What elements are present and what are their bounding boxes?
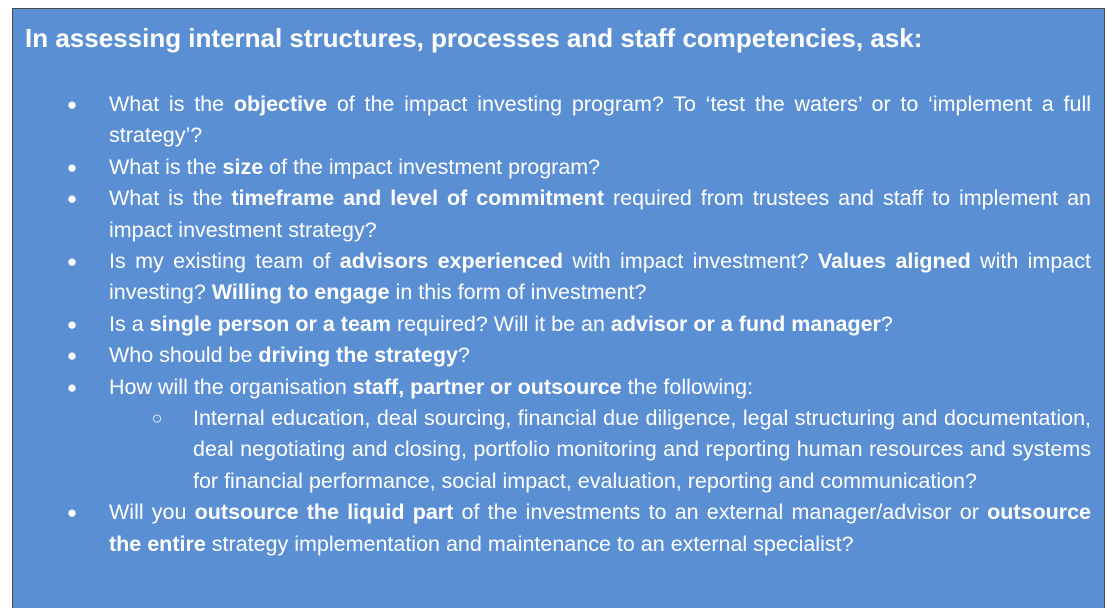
question-item — [13, 246, 1106, 309]
question-text: in this form of investment? — [389, 280, 647, 305]
emphasis-text: advisors experienced — [339, 249, 564, 274]
question-text: How will the organisation — [109, 374, 353, 399]
question-text: ? — [880, 311, 893, 336]
question-text: Is a — [109, 311, 150, 336]
bullet-icon: ● — [66, 189, 78, 209]
question-text: required from trustees and staff to implement an impact investment strategy? — [109, 186, 1091, 242]
question-text: Will you — [109, 500, 195, 525]
emphasis-text: staff, partner or outsource — [352, 374, 622, 399]
emphasis-text: Willing to engage — [211, 280, 390, 305]
emphasis-text: advisor or a fund manager — [610, 311, 881, 336]
emphasis-text: Values aligned — [817, 249, 971, 274]
emphasis-text: outsource the entire — [109, 500, 1092, 556]
question-text: the following: — [621, 374, 754, 399]
bullet-icon: ● — [66, 346, 78, 366]
emphasis-text: size — [222, 154, 264, 179]
question-item — [13, 183, 1106, 246]
question-text: Who should be — [109, 343, 259, 368]
sub-question-text: Internal education, deal sourcing, financial due diligence, legal structuring and documentation, deal negotiating and closing, portfolio monitoring and reporting human resources and systems for financial performance, social impact, evaluation, reporting and communication? — [193, 406, 1091, 493]
question-text: with impact investment? — [563, 249, 818, 274]
sub-question-item — [13, 403, 1106, 497]
question-text: of the impact investment program? — [263, 154, 601, 179]
panel-heading: In assessing internal structures, processes and staff competencies, ask: — [25, 23, 923, 53]
question-text: of the investments to an external manager/advisor or — [453, 500, 988, 525]
question-text: ? — [457, 343, 470, 368]
question-item — [13, 89, 1106, 152]
emphasis-text: objective — [233, 92, 328, 116]
sub-bullet-icon: ○ — [151, 408, 163, 429]
question-text: required? Will it be an — [391, 311, 611, 336]
emphasis-text: timeframe and level of commitment — [231, 186, 605, 211]
question-text: What is the — [109, 154, 223, 179]
content-panel — [12, 8, 1105, 608]
question-item — [13, 372, 1106, 403]
bullet-icon: ● — [66, 377, 78, 397]
question-text: strategy implementation and maintenance to an external specialist? — [205, 531, 854, 556]
emphasis-text: single person or a team — [149, 311, 391, 336]
bullet-icon: ● — [66, 157, 78, 177]
bullet-icon: ● — [66, 314, 78, 334]
question-text: What is the — [109, 92, 234, 116]
question-list — [13, 89, 1106, 560]
question-item — [13, 309, 1106, 340]
bullet-icon: ● — [66, 95, 78, 114]
bullet-icon: ● — [66, 503, 78, 523]
question-text: of the impact investing program? To ‘test the waters’ or to ‘implement a full strategy’? — [109, 92, 1091, 148]
question-text: Is my existing team of — [109, 249, 340, 274]
question-item — [13, 152, 1106, 183]
question-item — [13, 497, 1106, 560]
question-item — [13, 340, 1106, 371]
question-text: with impact investing? — [109, 249, 1091, 305]
emphasis-text: driving the strategy — [258, 343, 458, 368]
emphasis-text: outsource the liquid part — [194, 500, 454, 525]
question-text: What is the — [109, 186, 232, 211]
bullet-icon: ● — [66, 252, 78, 272]
